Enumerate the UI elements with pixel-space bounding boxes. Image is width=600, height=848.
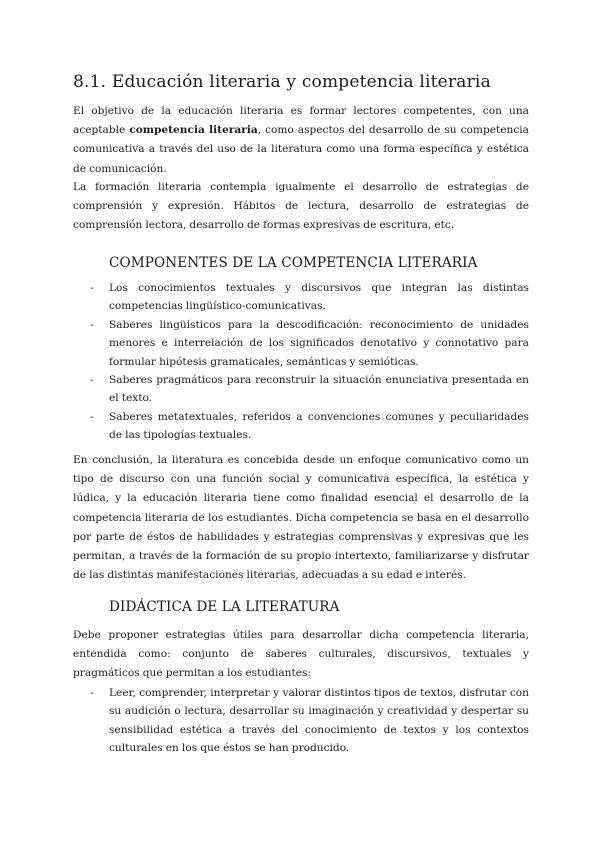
list-item xyxy=(90,371,529,408)
list-item-text: Los conocimientos textuales y discursivos que integran las distintas competencias lingüístico-comunicativas. xyxy=(109,282,529,313)
didactica-intro-paragraph: Debe proponer estrategias útiles para desarrollar dicha competencia literaria, entendida como: conjunto de saberes culturales, discursivos, textuales y pragmáticos que permitan a los estudiantes: xyxy=(73,629,529,680)
dash-bullet: - xyxy=(90,374,94,387)
list-item xyxy=(90,279,529,316)
list-item xyxy=(90,684,529,758)
list-item xyxy=(90,408,529,445)
intro-bold-term: competencia literaria xyxy=(129,124,258,137)
list-item-text: Leer, comprender, interpretar y valorar distintos tipos de textos, disfrutar con su audición o lectura, desarrollar su imaginación y creatividad y despertar su sensibilidad estética a través del conocimiento de textos y los contextos culturales en los que éstos se han producido. xyxy=(109,687,529,755)
page-title: 8.1. Educación literaria y competencia literaria xyxy=(73,72,491,92)
intro-paragraph xyxy=(73,102,529,179)
componentes-list xyxy=(90,279,529,445)
list-item-text: Saberes lingüísticos para la descodificación: reconocimiento de unidades menores e interrelación de los significados denotativo y connotativo para formular hipótesis gramaticales, semánticas y semióticas. xyxy=(109,318,529,368)
dash-bullet: - xyxy=(90,318,94,331)
dash-bullet: - xyxy=(90,410,94,423)
dash-bullet: - xyxy=(90,687,94,699)
intro-text-after: , como aspectos del desarrollo de su competencia comunicativa a través del uso de la literatura como una forma específica y estética de comunicación. xyxy=(73,124,529,175)
dash-bullet: - xyxy=(90,282,94,294)
list-item-text: Saberes metatextuales, referidos a convenciones comunes y peculiaridades de las tipologías textuales. xyxy=(109,410,529,442)
section-heading-componentes: COMPONENTES DE LA COMPETENCIA LITERARIA xyxy=(109,255,478,271)
didactica-list xyxy=(90,684,529,758)
list-item xyxy=(90,316,529,371)
intro-text-before: El objetivo de la educación literaria es formar lectores competentes, con una aceptable xyxy=(73,105,529,137)
list-item-text: Saberes pragmáticos para reconstruir la situación enunciativa presentada en el texto. xyxy=(109,374,529,405)
conclusion-paragraph: En conclusión, la literatura es concebida desde un enfoque comunicativo como un tipo de discurso con una función social y comunicativa específica, la estética y lúdica, y la educación literaria tiene como finalidad esencial el desarrollo de la competencia literaria de los estudiantes. Dicha competencia se basa en el desarrollo por parte de éstos de habilidades y estrategias comprensivas y expresivas que les permitan, a través de la formación de su propio intertexto, familiarizarse y disfrutar de las distintas manifestaciones literarias, adecuadas a su edad e interés. xyxy=(73,454,529,582)
formation-paragraph: La formación literaria contempla igualmente el desarrollo de estrategias de comprensión y expresión. Hábitos de lectura, desarrollo de estrategias de comprensión lectora, desarrollo de formas expresivas de escritura, etc. xyxy=(73,181,529,232)
section-heading-didactica: DIDÁCTICA DE LA LITERATURA xyxy=(109,599,340,615)
